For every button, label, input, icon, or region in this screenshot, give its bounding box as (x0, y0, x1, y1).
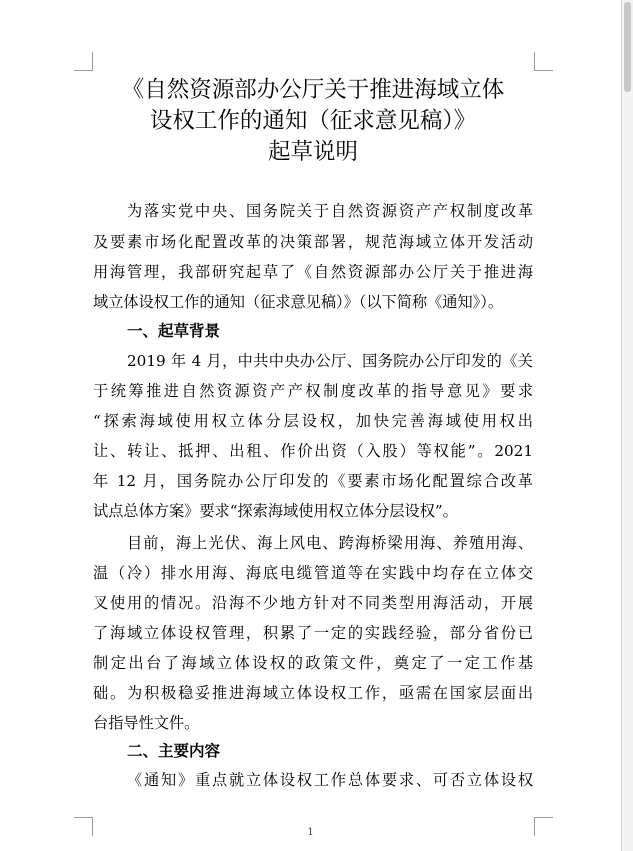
intro-paragraph-line: 用海管理，我部研究起草了《自然资源部办公厅关于推进海 (93, 263, 533, 281)
background-paragraph-line: “探索海域使用权立体分层设权，加快完善海域使用权出 (93, 412, 533, 430)
practice-paragraph-line: 温（冷）排水用海、海底电缆管道等在实践中均存在立体交 (93, 564, 533, 582)
practice-paragraph-line: 制定出台了海域立体设权的政策文件，奠定了一定工作基 (93, 654, 533, 672)
practice-paragraph-line: 台指导性文件。 (93, 714, 200, 732)
intro-paragraph-line: 为落实党中央、国务院关于自然资源资产产权制度改革 (127, 202, 533, 220)
document-title-line: 《自然资源部办公厅关于推进海域立体 (121, 77, 505, 103)
page-corner-mark (74, 52, 93, 71)
practice-paragraph-line: 目前，海上光伏、海上风电、跨海桥梁用海、养殖用海、 (127, 534, 533, 552)
background-paragraph-line: 试点总体方案》要求“探索海域使用权立体分层设权”。 (93, 502, 458, 520)
background-paragraph-line: 2019 年 4 月，中共中央办公厅、国务院办公厅印发的《关 (127, 352, 533, 370)
practice-paragraph-line: 础。为积极稳妥推进海域立体设权工作，亟需在国家层面出 (93, 684, 533, 702)
page-number: 1 (307, 827, 314, 838)
section-heading-background: 一、起草背景 (127, 322, 221, 340)
section-heading-main-content: 二、主要内容 (127, 742, 221, 760)
document-subtitle: 起草说明 (267, 139, 358, 165)
practice-paragraph-line: 了海域立体设权管理，积累了一定的实践经验，部分省份已 (93, 624, 533, 642)
intro-paragraph-line: 域立体设权工作的通知（征求意见稿）》（以下简称《通知》）。 (93, 293, 504, 311)
background-paragraph-line: 于统筹推进自然资源资产产权制度改革的指导意见》要求 (93, 382, 533, 400)
intro-paragraph-line: 及要素市场化配置改革的决策部署，规范海域立体开发活动 (93, 233, 533, 251)
scrollbar-thumb[interactable] (624, 2, 631, 92)
content-paragraph-line: 《通知》重点就立体设权工作总体要求、可否立体设权 (127, 771, 533, 789)
document-title-line: 设权工作的通知（征求意见稿）》 (149, 108, 477, 134)
practice-paragraph-line: 叉使用的情况。沿海不少地方针对不同类型用海活动，开展 (93, 594, 533, 612)
background-paragraph-line: 让、转让、抵押、出租、作价出资（入股）等权能”。2021 (93, 442, 533, 460)
vertical-scrollbar[interactable] (621, 0, 633, 851)
page-corner-mark (534, 52, 553, 71)
background-paragraph-line: 年 12 月，国务院办公厅印发的《要素市场化配置综合改革 (93, 472, 533, 490)
